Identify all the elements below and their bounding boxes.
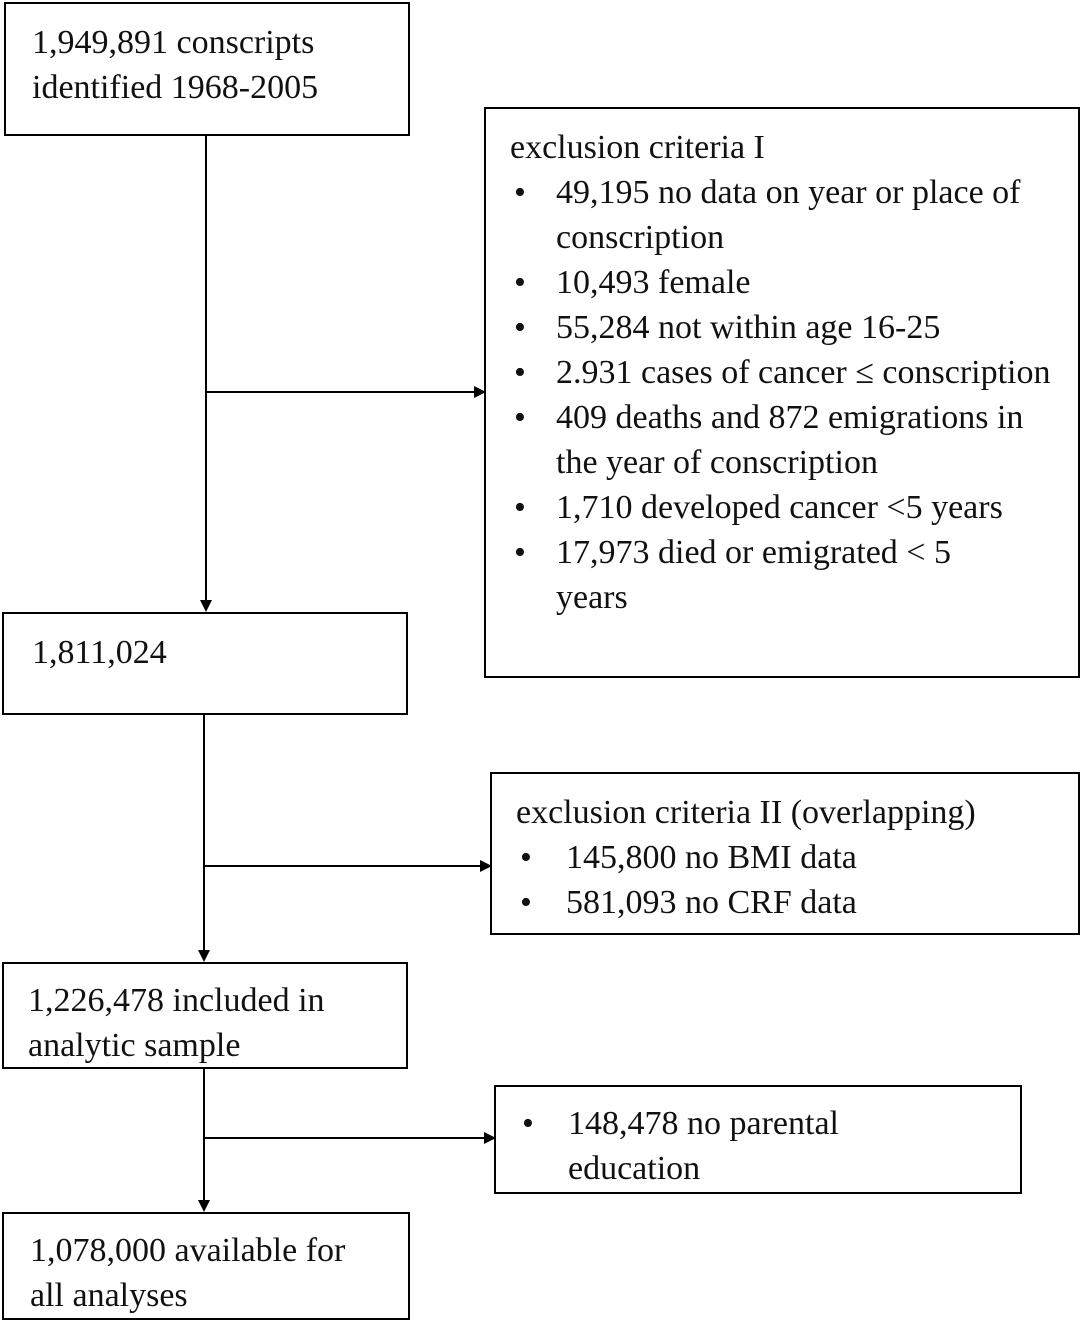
box-after-exclusion-1 — [2, 612, 408, 715]
bullet-icon: • — [514, 489, 526, 526]
list-item — [510, 395, 1068, 485]
bullet-icon: • — [520, 839, 532, 876]
list-item — [510, 485, 1068, 530]
list-item — [518, 1101, 1010, 1191]
bullet-icon: • — [520, 884, 532, 921]
list-item-text: 1,710 developed cancer <5 years — [556, 489, 1003, 526]
box-line: all analyses — [30, 1277, 188, 1314]
list-item — [516, 880, 1068, 925]
box-line: analytic sample — [28, 1027, 241, 1064]
bullet-icon: • — [514, 399, 526, 436]
box-line: 1,811,024 — [32, 634, 167, 671]
list-item-text: 409 deaths and 872 emigrations in the year of conscription — [556, 399, 1024, 481]
bullet-icon: • — [514, 264, 526, 301]
bullet-icon: • — [514, 534, 526, 571]
list-item-text: 2.931 cases of cancer ≤ conscription — [556, 354, 1051, 391]
box-conscripts-identified — [4, 2, 410, 136]
exclusion-3-list — [518, 1101, 1010, 1191]
bullet-icon: • — [522, 1105, 534, 1142]
list-item — [510, 305, 1068, 350]
list-item — [510, 170, 1068, 260]
bullet-icon: • — [514, 174, 526, 211]
box-exclusion-criteria-2 — [490, 772, 1080, 935]
list-item — [510, 530, 1068, 620]
list-item-text: 10,493 female — [556, 264, 751, 301]
list-item-text: 49,195 no data on year or place of conscription — [556, 174, 1021, 256]
box-line: 1,226,478 included in — [28, 982, 325, 1019]
list-item-text: 145,800 no BMI data — [566, 839, 857, 876]
exclusion-2-title: exclusion criteria II (overlapping) — [516, 794, 976, 831]
box-available-all-analyses — [2, 1212, 410, 1320]
box-line: identified 1968-2005 — [32, 69, 319, 106]
list-item — [510, 350, 1068, 395]
box-line: 1,949,891 conscripts — [32, 24, 315, 61]
list-item-text: 148,478 no parental education — [568, 1105, 839, 1187]
box-line: 1,078,000 available for — [30, 1232, 346, 1269]
list-item — [516, 835, 1068, 880]
bullet-icon: • — [514, 309, 526, 346]
exclusion-1-title: exclusion criteria I — [510, 129, 765, 166]
exclusion-2-list — [516, 835, 1068, 925]
list-item — [510, 260, 1068, 305]
bullet-icon: • — [514, 354, 526, 391]
list-item-text: 17,973 died or emigrated < 5 years — [556, 534, 951, 616]
list-item-text: 55,284 not within age 16-25 — [556, 309, 941, 346]
box-analytic-sample — [2, 962, 408, 1069]
box-exclusion-criteria-3 — [494, 1085, 1022, 1194]
exclusion-1-list — [510, 170, 1068, 620]
list-item-text: 581,093 no CRF data — [566, 884, 857, 921]
box-exclusion-criteria-1 — [484, 107, 1080, 678]
